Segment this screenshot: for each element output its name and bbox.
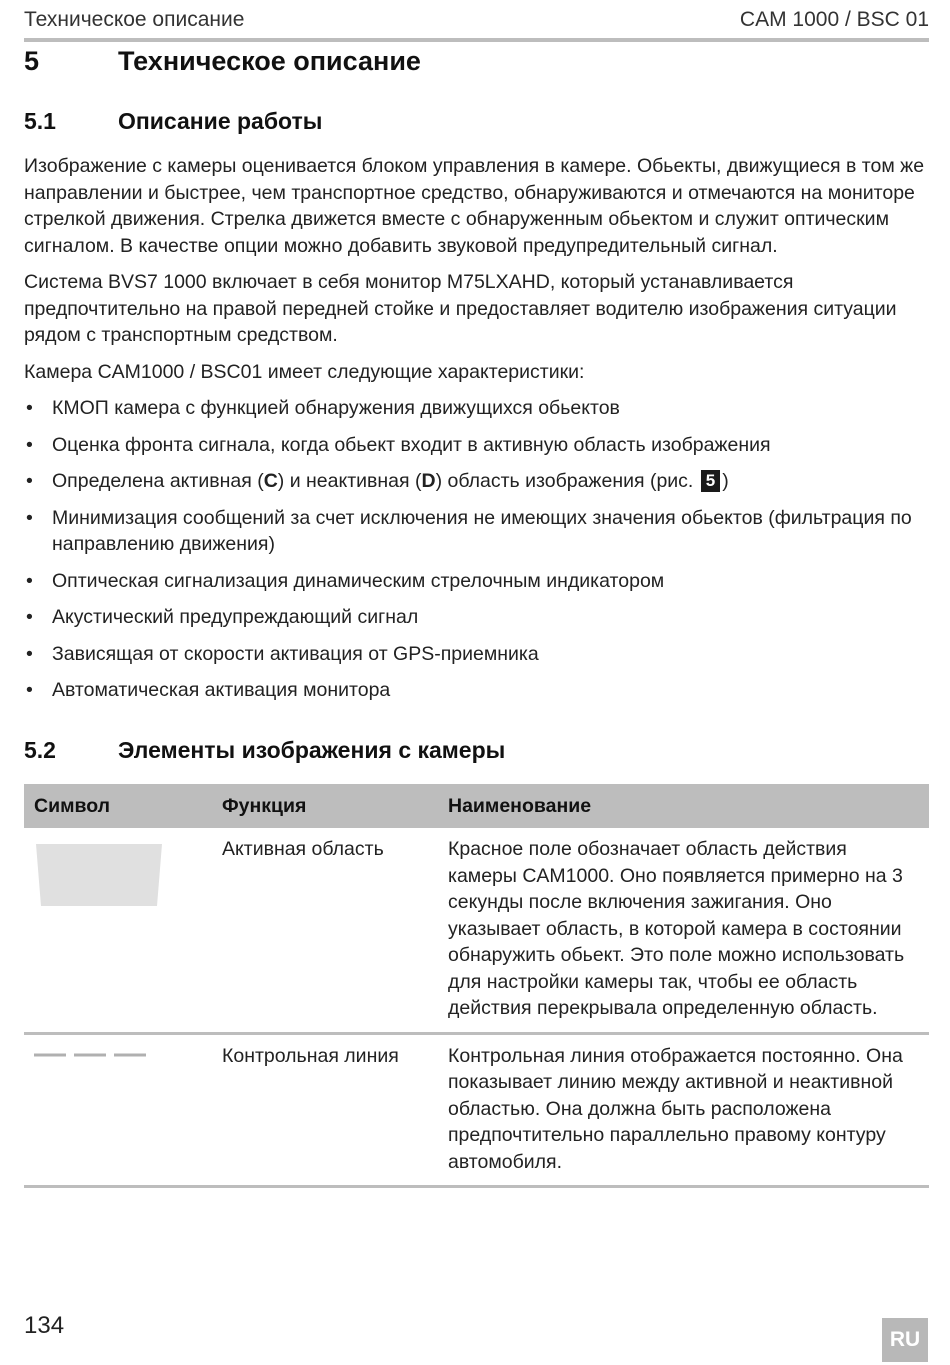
list-item: • Автоматическая активация монитора: [24, 677, 932, 704]
column-header-symbol: Символ: [24, 784, 212, 828]
description-cell: Красное поле обозначает область действия камеры CAM1000. Оно появляется примерно на 3 секунды после включения зажигания. Оно указывает область, в которой камера в состоянии обнаружить обьект. Это поле можно использовать для настройки камеры так, чтобы ее область действия перекрывала определенную область.: [438, 828, 929, 1033]
section-number: 5.2: [24, 737, 56, 763]
symbol-cell: [24, 828, 212, 1033]
active-area-symbol-icon: [34, 842, 164, 908]
header-rule: [24, 38, 929, 42]
list-item: • Оценка фронта сигнала, когда обьект входит в активную область изображения: [24, 432, 932, 459]
label-d: D: [421, 470, 436, 492]
column-header-name: Наименование: [438, 784, 929, 828]
column-header-function: Функция: [212, 784, 438, 828]
table-row: [24, 1033, 929, 1187]
list-item: [24, 468, 932, 495]
section-5-heading: [24, 46, 421, 77]
label-c: C: [263, 470, 278, 492]
symbols-table: [24, 784, 929, 1188]
description-cell: Контрольная линия отображается постоянно. Она показывает линию между активной и неактивной областью. Она должна быть расположена предпочтительно параллельно правому контуру автомобиля.: [438, 1033, 929, 1187]
section-number: 5: [24, 46, 40, 76]
paragraph: Камера CAM1000 / BSC01 имеет следующие характеристики:: [24, 360, 585, 383]
section-5-1-body: [24, 153, 932, 714]
table-header-row: [24, 784, 929, 828]
list-item: • Минимизация сообщений за счет исключения не имеющих значения обьектов (фильтрация по направлению движения): [24, 505, 932, 558]
header-left: Техническое описание: [24, 8, 245, 31]
page-header: [24, 8, 929, 42]
list-item-text: ): [722, 470, 729, 492]
list-item: • Зависящая от скорости активация от GPS-приемника: [24, 641, 932, 668]
function-cell: Контрольная линия: [212, 1033, 438, 1187]
language-badge: RU: [882, 1318, 928, 1362]
function-cell: Активная область: [212, 828, 438, 1033]
control-line-symbol-icon: [34, 1048, 154, 1062]
paragraph: Система BVS7 1000 включает в себя монитор M75LXAHD, который устанавливается предпочтительно на правой передней стойке и предоставляет водителю изображения ситуации рядом с транспортным средством.: [24, 271, 897, 346]
section-number: 5.1: [24, 108, 56, 134]
feature-list: [24, 395, 932, 704]
section-5-1-heading: [24, 108, 322, 135]
list-item-text: ) область изображения (рис.: [435, 470, 699, 492]
header-right: CAM 1000 / BSC 01: [739, 8, 929, 31]
table-row: [24, 828, 929, 1033]
section-title: Элементы изображения с камеры: [118, 737, 506, 763]
section-title: Техническое описание: [118, 46, 421, 76]
list-item: • Акустический предупреждающий сигнал: [24, 604, 932, 631]
list-item-text: Определена активная (: [52, 470, 264, 492]
list-item: • Оптическая сигнализация динамическим стрелочным индикатором: [24, 568, 932, 595]
symbol-cell: [24, 1033, 212, 1187]
list-item: • КМОП камера с функцией обнаружения движущихся обьектов: [24, 395, 932, 422]
section-title: Описание работы: [118, 108, 323, 134]
paragraph: Изображение с камеры оценивается блоком управления в камере. Обьекты, движущиеся в том же направлении и быстрее, чем транспортное средство, обнаруживаются и отмечаются на мониторе стрелкой движения. Стрелка движется вместе с обнаруженным обьектом и служит оптическим сигналом. В качестве опции можно добавить звуковой предупредительный сигнал.: [24, 155, 925, 257]
section-5-2-heading: [24, 737, 505, 764]
list-item-text: ) и неактивная (: [277, 470, 422, 492]
page-number: 134: [24, 1312, 65, 1339]
figure-reference: 5: [701, 470, 720, 492]
